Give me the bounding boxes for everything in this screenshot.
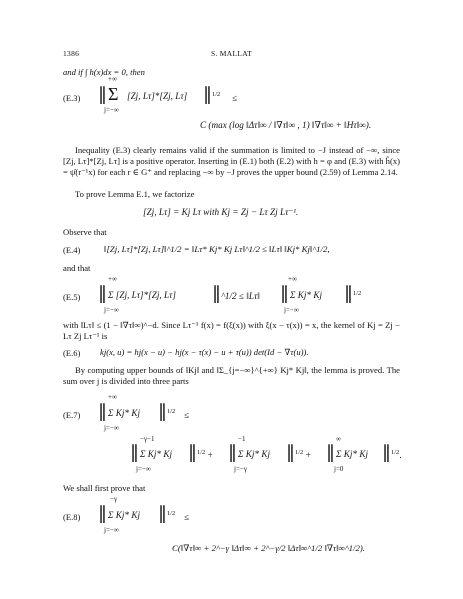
sum-upper-limit: −γ−1 xyxy=(140,435,155,443)
sum-upper-limit: −γ xyxy=(110,495,118,503)
equation-tag: (E.3) xyxy=(63,93,81,103)
norm-bar: ‖ xyxy=(98,503,107,524)
sum-upper-limit: +∞ xyxy=(108,275,117,283)
equation-tag: (E.5) xyxy=(63,292,81,302)
equation-term: Σ Kj* Kj xyxy=(336,449,369,459)
inequality-sign: ≤ xyxy=(184,512,190,522)
sum-upper-limit: ∞ xyxy=(336,435,341,443)
paragraph: and that xyxy=(63,263,91,273)
equation-term: Σ Kj* Kj xyxy=(238,449,271,459)
sum-upper-limit: +∞ xyxy=(108,393,117,401)
norm-bar: ‖ xyxy=(228,442,237,463)
sum-lower-limit: j=−∞ xyxy=(104,306,119,314)
equation-tag: (E.6) xyxy=(63,348,81,358)
norm-bar: ‖$^{1/2}$ xyxy=(158,503,176,524)
equation-tag: (E.7) xyxy=(63,410,81,420)
sum-lower-limit: j=−∞ xyxy=(104,424,119,432)
equation-body: [Zj, Lτ]*[Zj, Lτ] xyxy=(127,91,188,101)
equation-rhs: C(‖∇τ‖∞ + 2^−γ ‖Δτ‖∞ + 2^−γ/2 ‖Δτ‖∞^1/2 ‖∇τ‖∞^1/2). xyxy=(172,543,366,553)
paragraph: We shall first prove that xyxy=(63,483,146,493)
equation-mid: ‖^1/2 ≤ ‖Lτ‖ xyxy=(212,283,260,304)
equation-tag: (E.4) xyxy=(63,245,81,255)
page-number: 1386 xyxy=(63,49,80,58)
norm-bar: ‖$^{1/2}$ + xyxy=(188,442,213,463)
equation-rhs: Σ Kj* Kj xyxy=(290,290,323,300)
norm-bar: ‖ xyxy=(98,84,107,105)
equation-lhs: Σ [Zj, Lτ]*[Zj, Lτ] xyxy=(108,290,176,300)
sum-upper-limit: +∞ xyxy=(108,75,117,83)
text-line: and if ∫ h(x)dx = 0, then xyxy=(63,67,145,77)
paragraph: By computing upper bounds of ‖Kj‖ and ‖Σ_{j=−∞}^{+∞} Kj* Kj‖, the lemma is proved. The sum over j is divided into three parts xyxy=(63,365,400,386)
sum-lower-limit: j=−∞ xyxy=(136,465,151,473)
norm-bar: ‖ xyxy=(326,442,335,463)
equation-factorization: [Zj, Lτ] = Kj Lτ with Kj = Zj − Lτ Zj Lτ⁻¹. xyxy=(143,207,299,217)
inequality-sign: ≤ xyxy=(232,93,238,103)
norm-bar: ‖$^{1/2}$ + xyxy=(286,442,311,463)
equation-tag: (E.8) xyxy=(63,512,81,522)
norm-bar: ‖$^{1/2}$ xyxy=(158,401,176,422)
inequality-sign: ≤ xyxy=(184,410,190,420)
equation-body: ‖[Zj, Lτ]*[Zj, Lτ]‖^1/2 = ‖Lτ* Kj* Kj Lτ‖^1/2 ≤ ‖Lτ‖ ‖Kj* Kj‖^1/2, xyxy=(104,244,330,254)
sum-upper-limit: −1 xyxy=(238,435,246,443)
sum-lower-limit: j=−∞ xyxy=(104,106,119,114)
norm-bar: ‖ xyxy=(130,442,139,463)
paragraph: Inequality (E.3) clearly remains valid if the summation is limited to −J instead of −∞, since [Zj, Lτ]*[Zj, Lτ] is a positive operator. Inserting in (E.1) both (E.2) with h = φ and (E.3) with ĥ(x) = ψ̂(r⁻¹x) for each r ∈ G⁺ and replacing −∞ by −J proves the upper bound (2.59) of Lemma 2.14. xyxy=(63,145,400,177)
equation-term: Σ Kj* Kj xyxy=(140,449,173,459)
equation-body: kj(x, u) = hj(x − u) − hj(x − τ(x) − u + τ(u)) det(Id − ∇τ(u)). xyxy=(100,347,309,357)
norm-bar: ‖$^{1/2}$ xyxy=(344,283,362,304)
norm-bar: ‖ xyxy=(98,401,107,422)
norm-bar: ‖$^{1/2}$ xyxy=(203,84,221,105)
sum-lower-limit: j=−∞ xyxy=(104,526,119,534)
norm-bar: ‖ xyxy=(280,283,289,304)
sum-upper-limit: +∞ xyxy=(288,275,297,283)
norm-bar: ‖ xyxy=(98,283,107,304)
sum-symbol: Σ xyxy=(108,84,119,104)
equation-rhs: C (max (log ‖Δτ‖∞ / ‖∇τ‖∞ , 1) ‖∇τ‖∞ + ‖Hτ‖∞). xyxy=(200,120,372,130)
equation-lhs: Σ Kj* Kj xyxy=(108,408,141,418)
paragraph: To prove Lemma E.1, we factorize xyxy=(75,189,195,199)
paragraph: Observe that xyxy=(63,227,107,237)
equation-lhs: Σ Kj* Kj xyxy=(108,510,141,520)
sum-lower-limit: j=0 xyxy=(334,465,344,473)
norm-bar: ‖$^{1/2}$. xyxy=(382,442,402,463)
running-header-author: S. MALLAT xyxy=(210,49,253,58)
sum-lower-limit: j=−∞ xyxy=(284,306,299,314)
sum-lower-limit: j=−γ xyxy=(234,465,247,473)
paragraph: with ‖Lτ‖ ≤ (1 − ‖∇τ‖∞)^−d. Since Lτ⁻¹ f(x) = f(ξ(x)) with ξ(x − τ(x)) = x, the kernel of Kj = Zj − Lτ Zj Lτ⁻¹ is xyxy=(63,320,400,341)
